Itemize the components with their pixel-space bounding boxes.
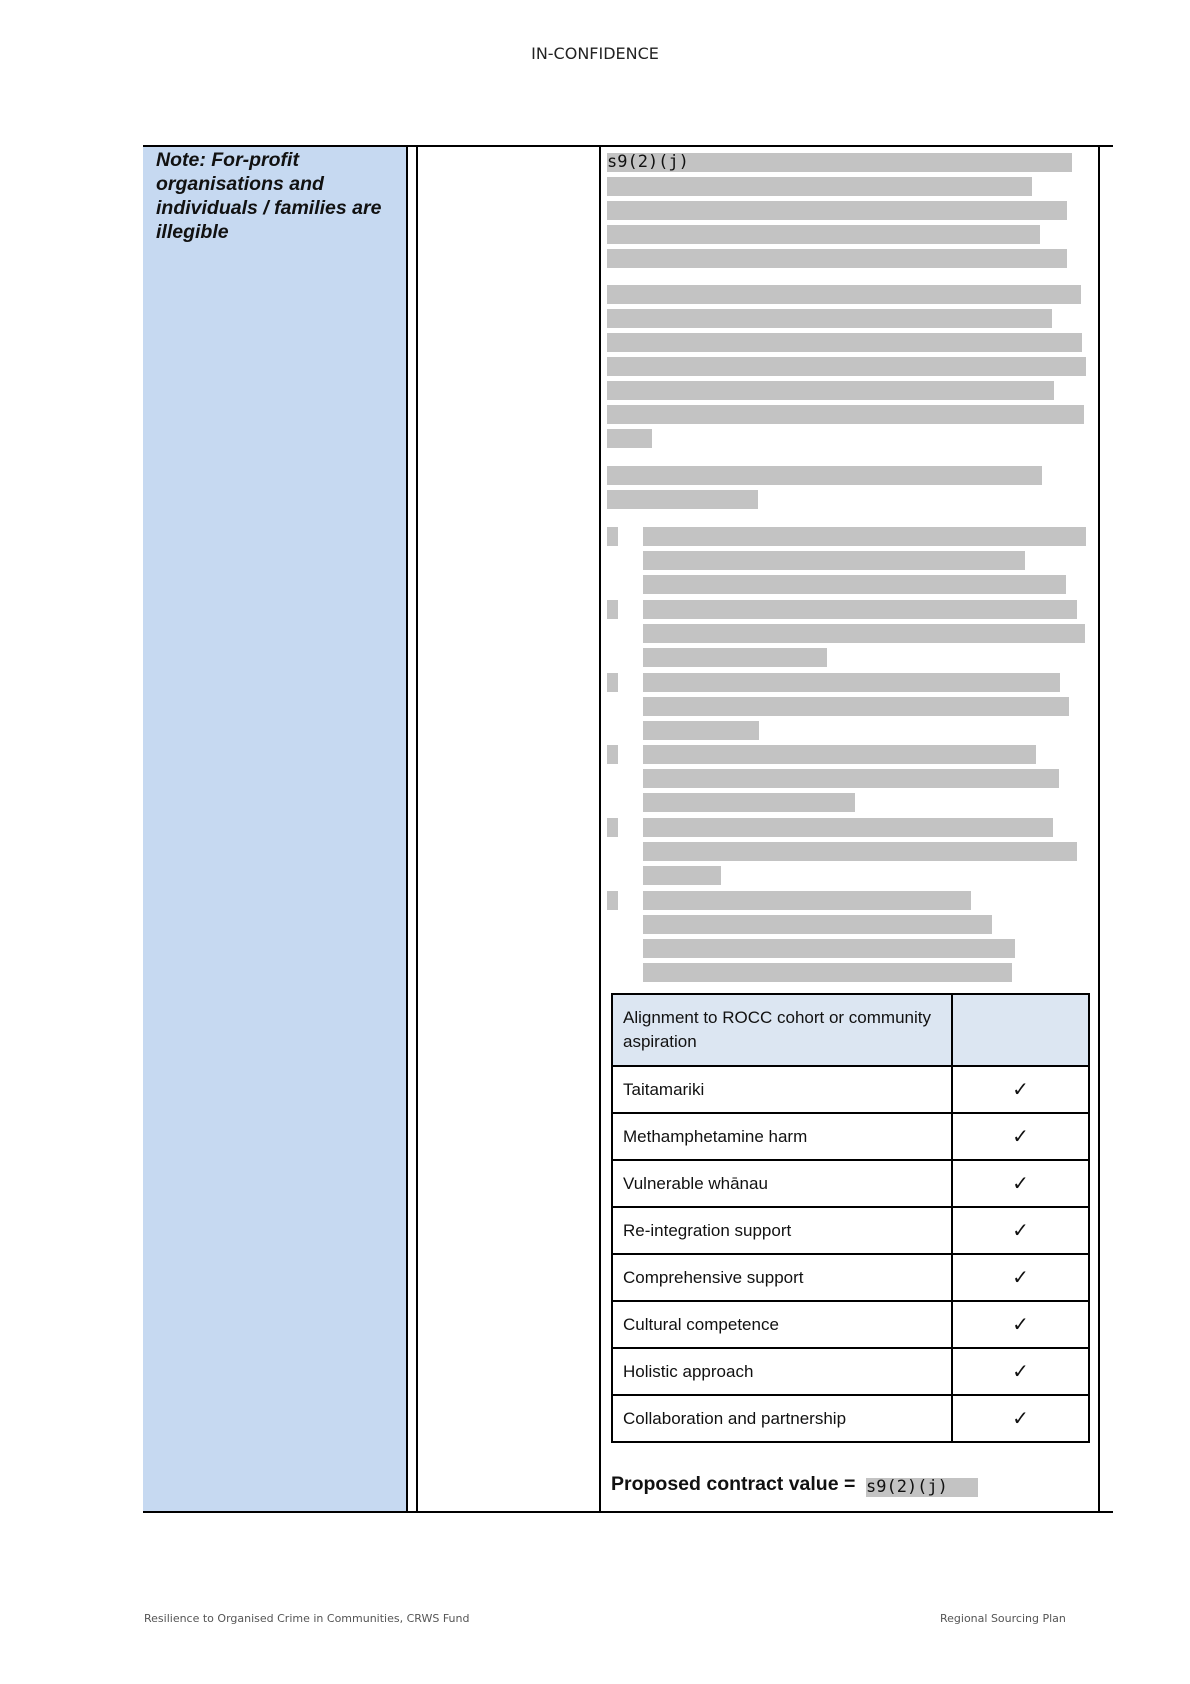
- redaction-bar: [607, 429, 652, 448]
- redaction-bar: [607, 333, 1082, 352]
- redaction-bar: [607, 201, 1067, 220]
- redaction-bar: [607, 225, 1040, 244]
- redaction-bar: [607, 490, 758, 509]
- footer-right: Regional Sourcing Plan: [940, 1612, 1066, 1625]
- redaction-bar: [643, 842, 1077, 861]
- alignment-table-header: Alignment to ROCC cohort or community aspiration: [612, 994, 952, 1066]
- column-divider: [599, 145, 601, 1513]
- table-row: [612, 1160, 1089, 1207]
- note-text: Note: For-profit organisations and individuals / families are illegible: [156, 149, 382, 243]
- redaction-bar: [607, 285, 1081, 304]
- checkmark-icon: ✓: [952, 1348, 1089, 1395]
- redaction-bullet: [607, 745, 618, 764]
- redaction-bar: [643, 648, 827, 667]
- redaction-bar: [607, 381, 1054, 400]
- alignment-label: Taitamariki: [612, 1066, 952, 1113]
- alignment-label: Vulnerable whānau: [612, 1160, 952, 1207]
- redaction-bar: [643, 697, 1069, 716]
- redaction-bar: [607, 249, 1067, 268]
- checkmark-icon: ✓: [952, 1395, 1089, 1442]
- footer-left: Resilience to Organised Crime in Communities, CRWS Fund: [144, 1612, 470, 1625]
- checkmark-icon: ✓: [952, 1301, 1089, 1348]
- checkmark-icon: ✓: [952, 1254, 1089, 1301]
- table-row: [612, 1254, 1089, 1301]
- redaction-bar: [643, 939, 1015, 958]
- redaction-bullet: [607, 818, 618, 837]
- redaction-bar: [643, 721, 759, 740]
- column-divider: [406, 145, 408, 1513]
- redaction-code: s9(2)(j): [866, 1477, 948, 1497]
- alignment-label: Collaboration and partnership: [612, 1395, 952, 1442]
- redaction-bullet: [607, 600, 618, 619]
- redaction-bar: [643, 624, 1085, 643]
- redaction-bar: [643, 891, 971, 910]
- redaction-bullet: [607, 527, 618, 546]
- checkmark-icon: ✓: [952, 1160, 1089, 1207]
- redaction-bar: [643, 527, 1086, 546]
- table-row: [612, 1348, 1089, 1395]
- redaction-bar: [607, 466, 1042, 485]
- alignment-table-header-row: [612, 994, 1089, 1066]
- contract-value-redaction: [866, 1478, 978, 1497]
- redaction-bar: [643, 600, 1077, 619]
- redaction-bar: [643, 551, 1025, 570]
- redaction-bar: [643, 866, 721, 885]
- note-column: [143, 147, 406, 1511]
- table-row: [612, 1395, 1089, 1442]
- redaction-bar: [643, 963, 1012, 982]
- table-row: [612, 1207, 1089, 1254]
- alignment-table-header-empty: [952, 994, 1089, 1066]
- page-header: IN-CONFIDENCE: [531, 44, 659, 63]
- redaction-bar: [643, 745, 1036, 764]
- redaction-bar: [607, 309, 1052, 328]
- redaction-bar: [643, 915, 992, 934]
- contract-value-label: Proposed contract value =: [611, 1473, 856, 1495]
- table-bottom-border: [143, 1511, 1113, 1513]
- table-row: [612, 1301, 1089, 1348]
- redaction-bullet: [607, 673, 618, 692]
- column-divider: [1098, 145, 1100, 1513]
- redaction-bar: [643, 769, 1059, 788]
- alignment-label: Comprehensive support: [612, 1254, 952, 1301]
- redaction-bar: [643, 818, 1053, 837]
- redaction-bar: [643, 793, 855, 812]
- column-divider: [416, 145, 418, 1513]
- redaction-bar: [607, 357, 1086, 376]
- redaction-code: s9(2)(j): [607, 152, 689, 172]
- table-row: [612, 1113, 1089, 1160]
- redaction-bar: [643, 673, 1060, 692]
- redaction-bar: [607, 405, 1084, 424]
- redaction-bar: [643, 575, 1066, 594]
- alignment-label: Re-integration support: [612, 1207, 952, 1254]
- redaction-bar: [607, 177, 1032, 196]
- alignment-label: Cultural competence: [612, 1301, 952, 1348]
- checkmark-icon: ✓: [952, 1113, 1089, 1160]
- redaction-bullet: [607, 891, 618, 910]
- checkmark-icon: ✓: [952, 1066, 1089, 1113]
- checkmark-icon: ✓: [952, 1207, 1089, 1254]
- alignment-label: Methamphetamine harm: [612, 1113, 952, 1160]
- alignment-label: Holistic approach: [612, 1348, 952, 1395]
- table-row: [612, 1066, 1089, 1113]
- alignment-table: [611, 993, 1090, 1443]
